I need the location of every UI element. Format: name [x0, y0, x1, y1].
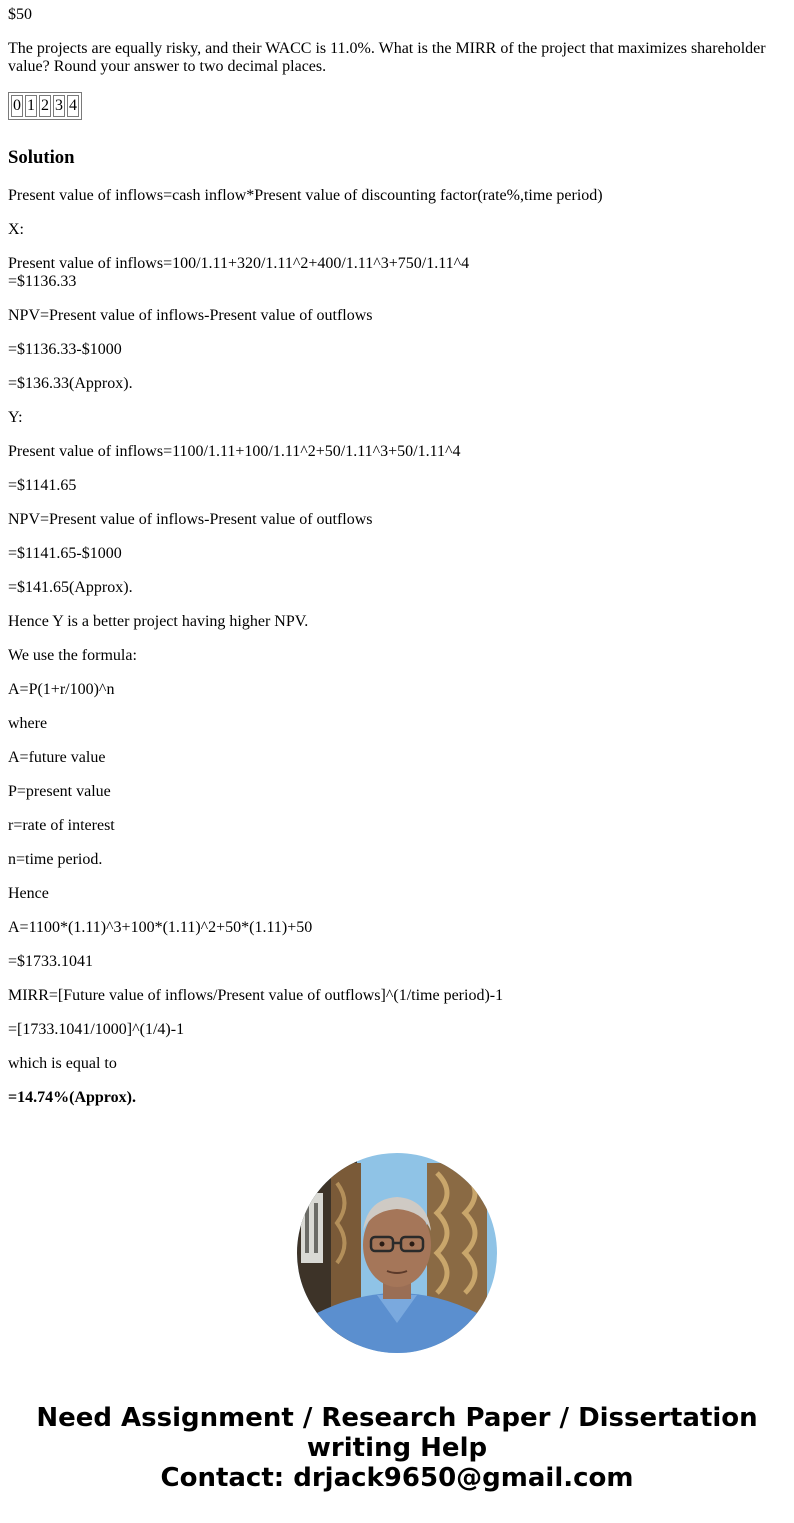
conclusion-line: Hence Y is a better project having higher NPV. [8, 613, 309, 630]
x-npv-result: =$136.33(Approx). [8, 375, 133, 392]
table-row [11, 95, 79, 117]
where-label: where [8, 715, 48, 732]
future-value-formula: A=P(1+r/100)^n [8, 681, 115, 698]
npv-formula-line: NPV=Present value of inflows-Present value of outflows [8, 511, 373, 528]
definition-r: r=rate of interest [8, 817, 115, 834]
y-npv-result: =$141.65(Approx). [8, 579, 133, 596]
project-x-label: X: [8, 221, 24, 238]
table-cell: 3 [53, 95, 65, 117]
project-y-label: Y: [8, 409, 23, 426]
definition-p: P=present value [8, 783, 111, 800]
x-pv-calculation: Present value of inflows=100/1.11+320/1.11^2+400/1.11^3+750/1.11^4 [8, 255, 470, 272]
table-cell: 2 [39, 95, 51, 117]
fv-calculation: A=1100*(1.11)^3+100*(1.11)^2+50*(1.11)+50 [8, 919, 313, 936]
cash-flow-table [8, 92, 82, 120]
final-answer: =14.74%(Approx). [8, 1089, 136, 1106]
definition-n: n=time period. [8, 851, 103, 868]
author-portrait-image [297, 1153, 497, 1353]
y-pv-calculation: Present value of inflows=1100/1.11+100/1.11^2+50/1.11^3+50/1.11^4 [8, 443, 461, 460]
question-text: The projects are equally risky, and their WACC is 11.0%. What is the MIRR of the project that maximizes shareholder value? Round your answer to two decimal places. [8, 40, 766, 75]
pv-formula-line: Present value of inflows=cash inflow*Present value of discounting factor(rate%,time period) [8, 187, 603, 204]
table-cell: 1 [25, 95, 37, 117]
y-npv-calculation: =$1141.65-$1000 [8, 545, 122, 562]
fv-result: =$1733.1041 [8, 953, 94, 970]
y-pv-result: =$1141.65 [8, 477, 77, 494]
table-cell: 0 [11, 95, 23, 117]
table-cell: 4 [67, 95, 79, 117]
formula-intro: We use the formula: [8, 647, 137, 664]
x-pv-result: =$1136.33 [8, 273, 77, 290]
top-amount: $50 [8, 6, 32, 23]
promo-line-2: writing Help [306, 1433, 488, 1463]
definition-a: A=future value [8, 749, 106, 766]
promo-contact: Contact: drjack9650@gmail.com [160, 1463, 634, 1493]
mirr-formula: MIRR=[Future value of inflows/Present value of outflows]^(1/time period)-1 [8, 987, 504, 1004]
promo-banner [0, 1403, 794, 1493]
equal-to-label: which is equal to [8, 1055, 117, 1072]
mirr-calculation: =[1733.1041/1000]^(1/4)-1 [8, 1021, 185, 1038]
x-npv-calculation: =$1136.33-$1000 [8, 341, 122, 358]
solution-heading: Solution [8, 147, 75, 168]
hence-label: Hence [8, 885, 49, 902]
author-avatar [297, 1153, 497, 1353]
npv-formula-line: NPV=Present value of inflows-Present value of outflows [8, 307, 373, 324]
promo-line-1: Need Assignment / Research Paper / Dissertation [36, 1403, 758, 1433]
